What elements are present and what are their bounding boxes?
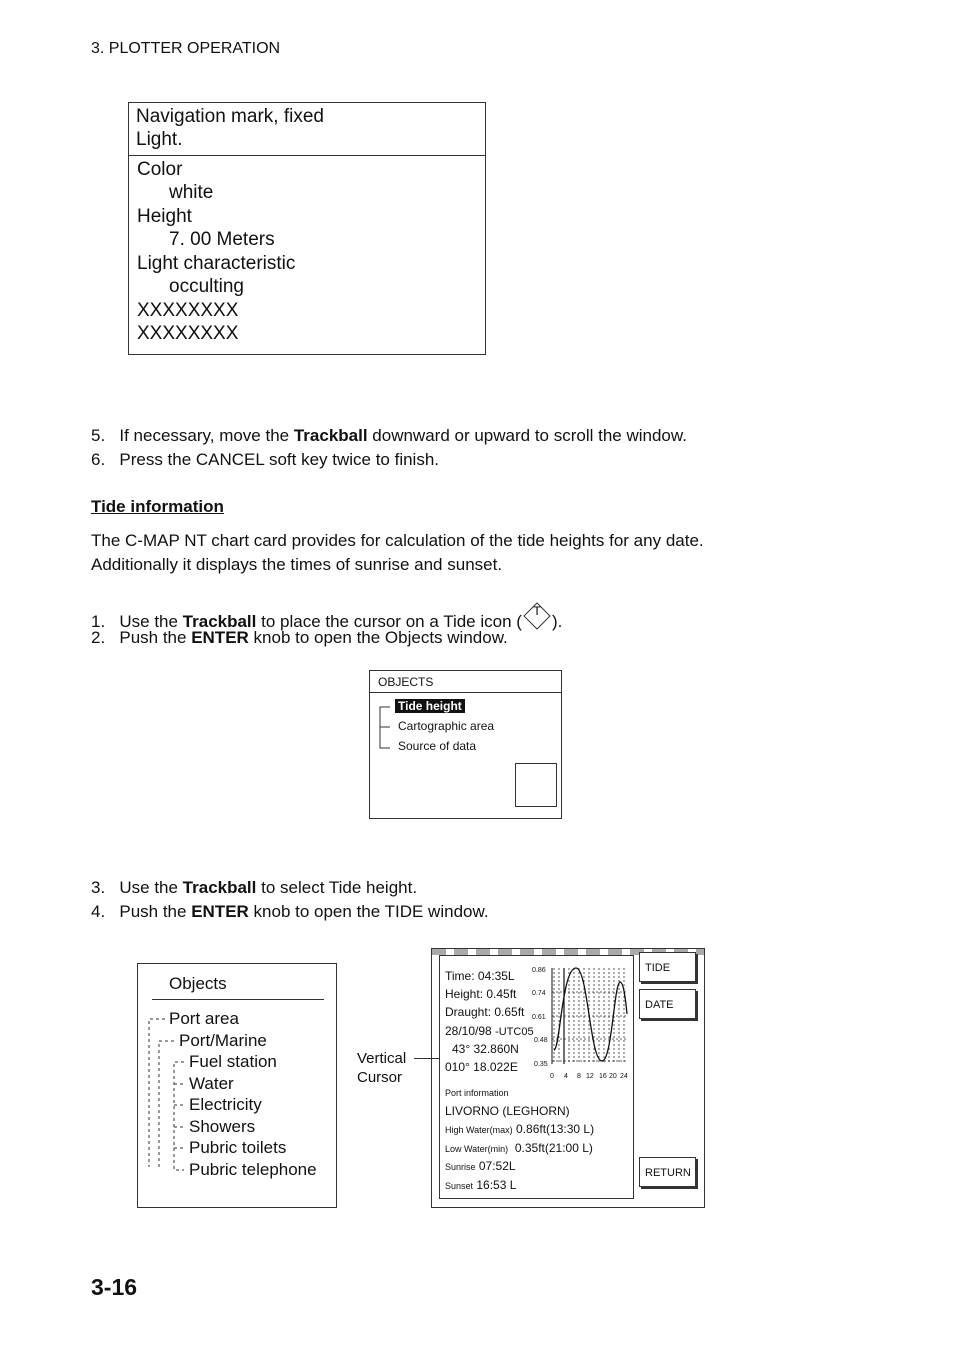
nav-mark-line: Light characteristic bbox=[137, 253, 296, 274]
step-number: 6. bbox=[91, 450, 106, 469]
low-water-label: Low Water(min) bbox=[445, 1144, 509, 1154]
step-text: Use the bbox=[119, 612, 183, 631]
tide-longitude: 010° 18.022E bbox=[445, 1060, 518, 1074]
nav-mark-line: XXXXXXXX bbox=[137, 300, 239, 321]
x-tick-label: 12 bbox=[586, 1073, 594, 1080]
sunset-row bbox=[445, 1178, 516, 1193]
vertical-cursor-label-line2: Cursor bbox=[357, 1069, 403, 1086]
objects-window-title: OBJECTS bbox=[370, 671, 561, 693]
y-tick-label: 0.74 bbox=[532, 990, 546, 997]
objects-item-source-of-data[interactable]: Source of data bbox=[398, 739, 477, 753]
tree-item-electricity: Electricity bbox=[189, 1095, 262, 1114]
tide-height: Height: 0.45ft bbox=[445, 987, 517, 1001]
step-number: 5. bbox=[91, 426, 106, 445]
step-bold: Trackball bbox=[293, 426, 368, 445]
nav-mark-title-line1: Navigation mark, fixed bbox=[136, 106, 324, 127]
step-2 bbox=[91, 626, 508, 650]
step-text: ). bbox=[551, 612, 563, 631]
high-water-row bbox=[445, 1122, 594, 1137]
step-number: 1. bbox=[91, 612, 106, 631]
tree-item-port-area: Port area bbox=[169, 1009, 239, 1028]
tide-date-value: 28/10/98 bbox=[445, 1024, 492, 1038]
step-3 bbox=[91, 876, 417, 900]
objects-item-tide-height[interactable]: Tide height bbox=[395, 699, 465, 713]
tree-item-showers: Showers bbox=[189, 1117, 256, 1136]
section-header: 3. PLOTTER OPERATION bbox=[91, 40, 281, 57]
sunrise-row bbox=[445, 1159, 516, 1174]
step-number: 4. bbox=[91, 902, 106, 921]
return-softkey[interactable]: RETURN bbox=[639, 1157, 696, 1187]
tide-graph bbox=[532, 964, 632, 1084]
nav-mark-info-box bbox=[128, 102, 486, 355]
objects-tree-box bbox=[137, 963, 337, 1208]
tree-item-pubric-telephone: Pubric telephone bbox=[189, 1160, 317, 1179]
step-text: to place the cursor on a Tide icon ( bbox=[256, 612, 522, 631]
y-tick-label: 0.48 bbox=[534, 1037, 548, 1044]
step-text: to select Tide height. bbox=[256, 878, 418, 897]
nav-mark-line: Color bbox=[137, 159, 183, 180]
step-4 bbox=[91, 900, 489, 924]
nav-mark-line: occulting bbox=[169, 276, 244, 297]
objects-item-cartographic-area[interactable]: Cartographic area bbox=[398, 719, 495, 733]
step-text: knob to open the Objects window. bbox=[248, 628, 508, 647]
x-tick-label: 8 bbox=[577, 1073, 581, 1080]
high-water-label: High Water(max) bbox=[445, 1125, 513, 1135]
step-5 bbox=[91, 424, 687, 448]
y-tick-label: 0.86 bbox=[532, 967, 546, 974]
nav-mark-line: white bbox=[169, 182, 214, 203]
step-number: 3. bbox=[91, 878, 106, 897]
step-text: If necessary, move the bbox=[119, 426, 294, 445]
page-number: 3-16 bbox=[91, 1274, 138, 1300]
x-tick-label: 20 bbox=[609, 1073, 617, 1080]
objects-tree-title: Objects bbox=[169, 974, 227, 993]
nav-mark-title-line2: Light. bbox=[136, 129, 183, 150]
sunset-label: Sunset bbox=[445, 1181, 474, 1191]
tide-latitude: 43° 32.860N bbox=[452, 1042, 519, 1056]
x-tick-label: 4 bbox=[564, 1073, 568, 1080]
tide-time: Time: 04:35L bbox=[445, 969, 515, 983]
step-6 bbox=[91, 448, 439, 472]
tide-intro-line1: The C-MAP NT chart card provides for calculation of the tide heights for any date. bbox=[91, 531, 704, 550]
step-text: Use the bbox=[119, 878, 183, 897]
tide-diamond-icon bbox=[522, 601, 552, 631]
step-text: knob to open the TIDE window. bbox=[248, 902, 489, 921]
nav-mark-line: XXXXXXXX bbox=[137, 323, 239, 344]
x-tick-label: 0 bbox=[550, 1073, 554, 1080]
nav-mark-line: 7. 00 Meters bbox=[169, 229, 275, 250]
tree-item-pubric-toilets: Pubric toilets bbox=[189, 1138, 287, 1157]
tide-info-heading: Tide information bbox=[91, 497, 224, 516]
step-bold: Trackball bbox=[182, 878, 257, 897]
step-number: 2. bbox=[91, 628, 106, 647]
x-tick-label: 16 bbox=[599, 1073, 607, 1080]
nav-mark-box-header bbox=[129, 103, 485, 156]
step-text: Press the CANCEL soft key twice to finish. bbox=[119, 450, 440, 469]
step-bold: ENTER bbox=[191, 628, 249, 647]
tide-utc-offset: -UTC05 bbox=[495, 1026, 534, 1038]
tide-info-panel bbox=[439, 955, 634, 1199]
nav-mark-line: Height bbox=[137, 206, 192, 227]
x-tick-label: 24 bbox=[620, 1073, 628, 1080]
tree-item-fuel-station: Fuel station bbox=[189, 1052, 277, 1071]
tide-softkey[interactable]: TIDE bbox=[639, 952, 696, 982]
vertical-cursor-label-line1: Vertical bbox=[357, 1050, 407, 1067]
step-text: downward or upward to scroll the window. bbox=[367, 426, 687, 445]
port-info-label: Port information bbox=[445, 1088, 509, 1098]
objects-window bbox=[369, 670, 562, 819]
sunrise-label: Sunrise bbox=[445, 1162, 476, 1172]
tide-draught: Draught: 0.65ft bbox=[445, 1005, 525, 1019]
tide-date bbox=[445, 1024, 534, 1039]
step-bold: Trackball bbox=[182, 612, 257, 631]
y-tick-label: 0.61 bbox=[532, 1014, 546, 1021]
tree-item-port-marine: Port/Marine bbox=[179, 1031, 267, 1050]
sunset-value: 16:53 L bbox=[476, 1178, 517, 1192]
tide-curve bbox=[554, 968, 627, 1061]
tide-icon-letter: T bbox=[533, 604, 541, 618]
date-softkey[interactable]: DATE bbox=[639, 989, 696, 1019]
low-water-row bbox=[445, 1141, 593, 1156]
objects-preview-box bbox=[515, 763, 557, 807]
vertical-cursor-label bbox=[357, 1049, 406, 1087]
high-water-value: 0.86ft(13:30 L) bbox=[516, 1122, 595, 1136]
sunrise-value: 07:52L bbox=[478, 1159, 516, 1173]
step-text: Push the bbox=[119, 628, 192, 647]
tide-intro-line2: Additionally it displays the times of sunrise and sunset. bbox=[91, 555, 503, 574]
step-bold: ENTER bbox=[191, 902, 249, 921]
port-name: LIVORNO (LEGHORN) bbox=[445, 1104, 570, 1118]
step-text: Push the bbox=[119, 902, 192, 921]
tide-window bbox=[431, 948, 705, 1208]
low-water-value: 0.35ft(21:00 L) bbox=[514, 1141, 593, 1155]
y-tick-label: 0.35 bbox=[534, 1061, 548, 1068]
tree-item-water: Water bbox=[189, 1074, 234, 1093]
